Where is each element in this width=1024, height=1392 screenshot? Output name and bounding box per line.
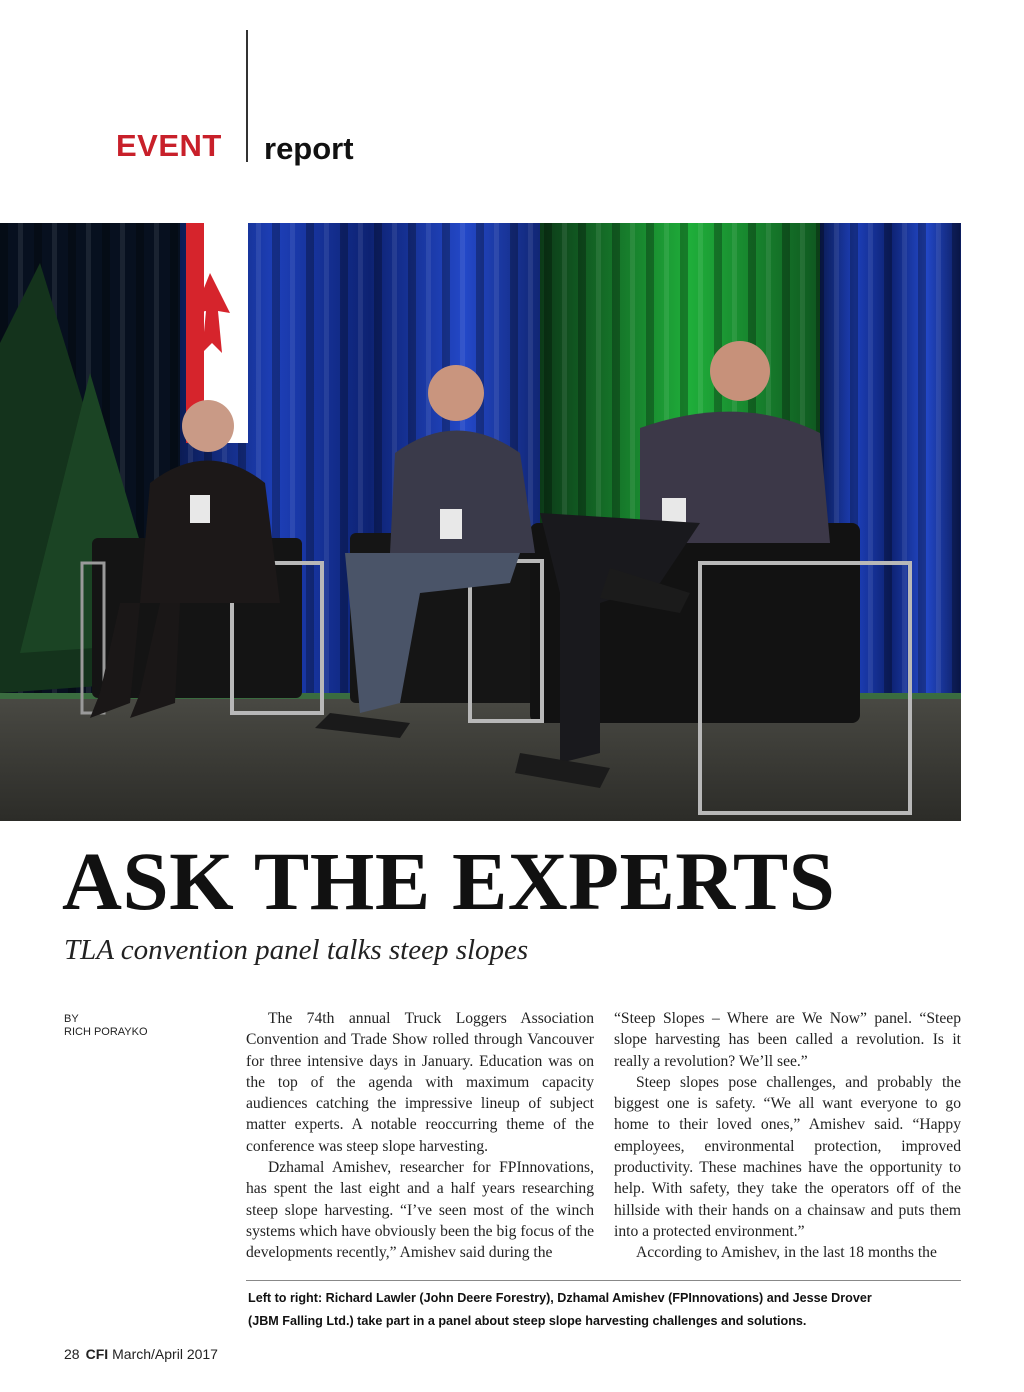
paragraph: Steep slopes pose challenges, and probably the biggest one is safety. “We all want everyone to go home to their loved ones,” Amishev said. “Happy employees, environmental protection, improved productivity. These machines have the opportunity to help. With safety, they take the operators off of the hillside with their hands on a chainsaw and puts them into a protected environment.” [614, 1073, 961, 1240]
paragraph: According to Amishev, in the last 18 months the [636, 1244, 937, 1262]
photo-caption [248, 1287, 960, 1333]
article-subhead: TLA convention panel talks steep slopes [64, 934, 529, 966]
caption-rule [246, 1280, 961, 1281]
byline-author: RICH PORAYKO [64, 1026, 148, 1038]
paragraph: “Steep Slopes – Where are We Now” panel. “Steep slope harvesting has been called a revolution. Is it really a revolution? We’ll see.” [614, 1010, 961, 1070]
paragraph: Dzhamal Amishev, researcher for FPInnovations, has spent the last eight and a half years researching steep slope harvesting. “I’ve seen most of the winch systems which have obviously been the big focus of the developments recently,” Amishev said during the [246, 1159, 594, 1262]
page-number: 28 [64, 1346, 80, 1362]
paragraph: The 74th annual Truck Loggers Association Convention and Trade Show rolled through Vancouver for three intensive days in January. Education was on the top of the agenda with maximum capacity audiences catching the impressive lineup of subject matter experts. A notable reoccurring theme of the conference was steep slope harvesting. [246, 1010, 594, 1155]
issue-date: March/April 2017 [112, 1346, 218, 1362]
article-column-1 [246, 1008, 594, 1264]
page-folio [64, 1346, 218, 1362]
section-label-event: EVENT [116, 128, 222, 163]
section-label-report: report [264, 131, 354, 166]
byline [64, 1013, 148, 1039]
article-headline: ASK THE EXPERTS [62, 835, 836, 927]
caption-line: Left to right: Richard Lawler (John Deere Forestry), Dzhamal Amishev (FPInnovations) and Jesse Drover [248, 1291, 872, 1305]
panel-photo [0, 223, 961, 821]
publication-name: CFI [85, 1346, 109, 1362]
section-divider [246, 30, 248, 162]
caption-line: (JBM Falling Ltd.) take part in a panel about steep slope harvesting challenges and solutions. [248, 1314, 807, 1328]
byline-label: BY [64, 1013, 79, 1025]
article-column-2 [614, 1008, 961, 1264]
